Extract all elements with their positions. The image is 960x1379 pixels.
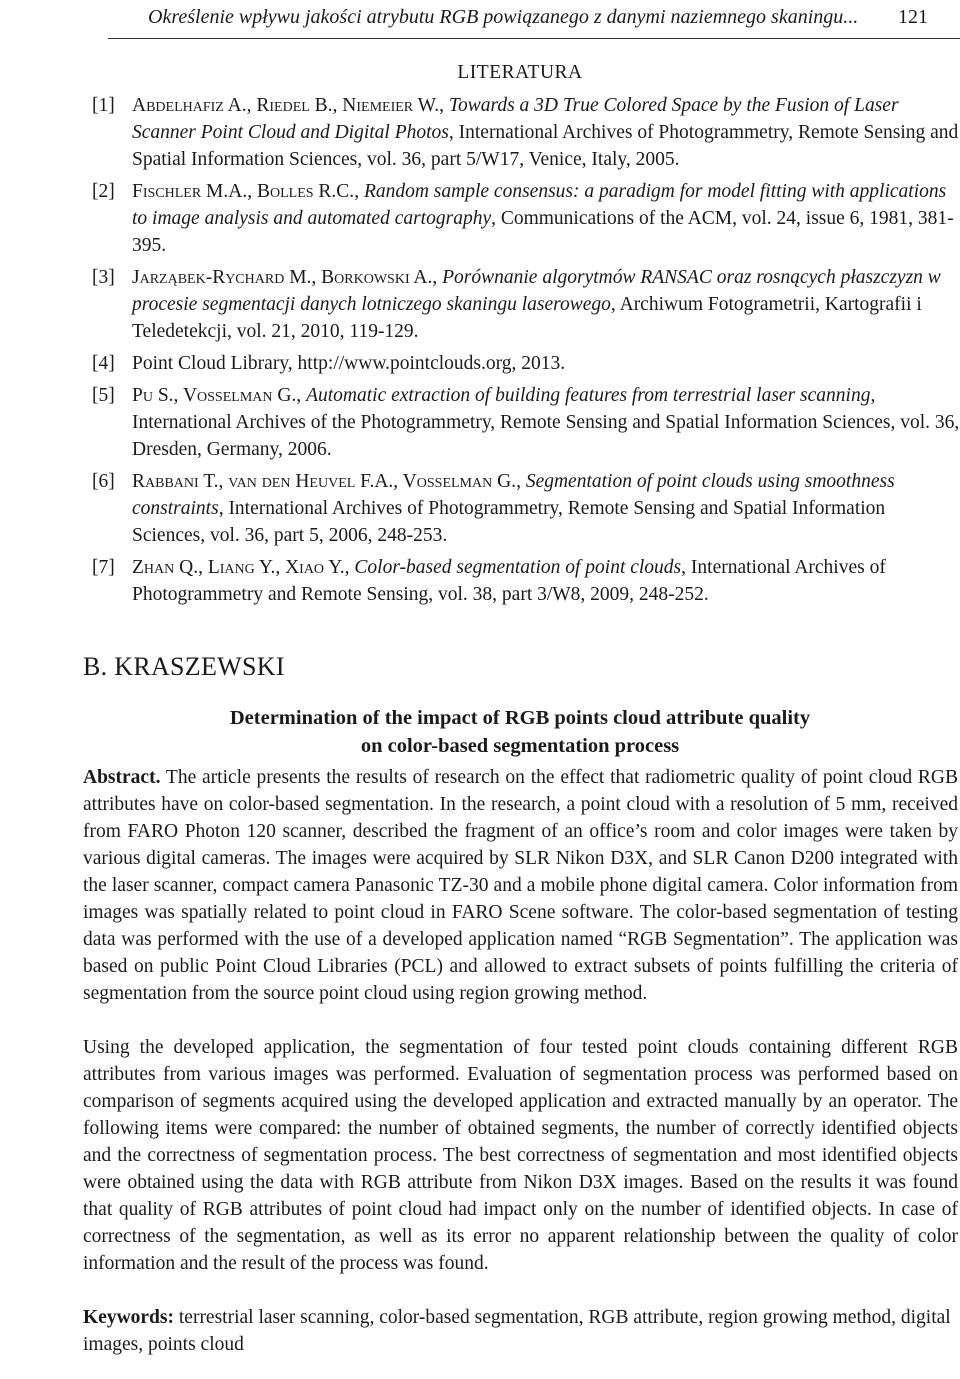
reference-number: [4] xyxy=(92,353,115,374)
reference-authors: Jarząbek-Rychard M., Borkowski A. xyxy=(132,267,433,288)
reference-authors: Zhan Q., Liang Y., Xiao Y. xyxy=(132,557,345,578)
reference-details: Point Cloud Library, http://www.pointclouds.org, 2013. xyxy=(132,353,566,374)
reference-item: [2] Fischler M.A., Bolles R.C., Random sample consensus: a paradigm for model fitting with applications to image analysis and automated cartography, Communications of the ACM, vol. 24, issue 6, 1981, 381-395. xyxy=(92,178,960,259)
reference-number: [5] xyxy=(92,385,115,406)
reference-details: International Archives of Photogrammetry and Remote Sensing, vol. 38, part 3/W8, 2009, 248-252. xyxy=(132,557,886,605)
article-author: B. KRASZEWSKI xyxy=(83,652,285,681)
reference-number: [3] xyxy=(92,267,115,288)
reference-details: Communications of the ACM, vol. 24, issue 6, 1981, 381-395. xyxy=(132,208,954,256)
reference-title: Porównanie algorytmów RANSAC oraz rosnących płaszczyzn w procesie segmentacji danych lotniczego skaningu laserowego xyxy=(132,267,941,315)
header-rule xyxy=(108,38,960,39)
abstract-paragraph-1 xyxy=(83,764,958,1007)
abstract-paragraph-2 xyxy=(83,1034,958,1277)
abstract-label: Abstract. xyxy=(83,767,161,788)
reference-authors: Pu S., Vosselman G. xyxy=(132,385,297,406)
article-title-line-2: on color-based segmentation process xyxy=(360,735,680,757)
keywords-paragraph xyxy=(83,1304,958,1358)
reference-details: International Archives of Photogrammetry, Remote Sensing and Spatial Information Sciences, vol. 36, part 5/W17, Venice, Italy, 2005. xyxy=(132,122,959,170)
keywords-text: terrestrial laser scanning, color-based segmentation, RGB attribute, region growing method, digital images, points cloud xyxy=(83,1307,951,1355)
literature-heading: LITERATURA xyxy=(457,62,583,83)
abstract-text-2: Using the developed application, the segmentation of four tested point clouds containing different RGB attributes from various images was performed. Evaluation of segmentation process was performed based on comparison of segments acquired using the developed application and extracted manually by an operator. The following items were compared: the number of obtained segments, the number of correctly identified objects and the correctness of segmentation process. The best correctness of segmentation and most identified objects were obtained using the data with RGB attribute from Nikon D3X images. Based on the results it was found that quality of RGB attributes of point cloud had impact only on the number of identified objects. In case of correctness of the segmentation, as well as its error no apparent relationship between the quality of color information and the result of the process was found. xyxy=(83,1037,958,1274)
reference-item xyxy=(92,350,960,377)
article-title xyxy=(0,704,960,760)
running-head-title: Określenie wpływu jakości atrybutu RGB powiązanego z danymi naziemnego skaningu... xyxy=(148,6,859,28)
reference-item: [3] Jarząbek-Rychard M., Borkowski A., Porównanie algorytmów RANSAC oraz rosnących płaszczyzn w procesie segmentacji danych lotniczego skaningu laserowego, Archiwum Fotogrametrii, Kartografii i Teledetekcji, vol. 21, 2010, 119-129. xyxy=(92,264,960,345)
running-head xyxy=(148,4,928,30)
reference-title: Segmentation of point clouds using smoothness constraints xyxy=(132,471,895,519)
reference-item: [6] Rabbani T., van den Heuvel F.A., Vosselman G., Segmentation of point clouds using smoothness constraints, International Archives of Photogrammetry, Remote Sensing and Spatial Information Sciences, vol. 36, part 5, 2006, 248-253. xyxy=(92,468,960,549)
reference-title: Automatic extraction of building features from terrestrial laser scanning xyxy=(306,385,871,406)
reference-item: [5] Pu S., Vosselman G., Automatic extraction of building features from terrestrial laser scanning, International Archives of the Photogrammetry, Remote Sensing and Spatial Information Sciences, vol. 36, Dresden, Germany, 2006. xyxy=(92,382,960,463)
reference-authors: Abdelhafiz A., Riedel B., Niemeier W. xyxy=(132,95,440,116)
reference-title: Random sample consensus: a paradigm for model fitting with applications to image analysis and automated cartography xyxy=(132,181,947,229)
abstract-text-1: The article presents the results of research on the effect that radiometric quality of point cloud RGB attributes have on color-based segmentation. In the research, a point cloud with a resolution of 5 mm, received from FARO Photon 120 scanner, described the fragment of an office’s room and color images were taken by various digital cameras. The images were acquired by SLR Nikon D3X, and SLR Canon D200 integrated with the laser scanner, compact camera Panasonic TZ-30 and a mobile phone digital camera. Color information from images was spatially related to point cloud in FARO Scene software. The color-based segmentation of testing data was performed with the use of a developed application named “RGB Segmentation”. The application was based on public Point Cloud Libraries (PCL) and allowed to extract subsets of points fulfilling the criteria of segmentation from the source point cloud using region growing method. xyxy=(83,767,958,1004)
reference-title: Color-based segmentation of point clouds xyxy=(354,557,682,578)
reference-details: International Archives of the Photogrammetry, Remote Sensing and Spatial Information Sciences, vol. 36, Dresden, Germany, 2006. xyxy=(132,412,960,460)
reference-title: Towards a 3D True Colored Space by the Fusion of Laser Scanner Point Cloud and Digital Photos xyxy=(132,95,899,143)
reference-item: [1] Abdelhafiz A., Riedel B., Niemeier W., Towards a 3D True Colored Space by the Fusion of Laser Scanner Point Cloud and Digital Photos, International Archives of Photogrammetry, Remote Sensing and Spatial Information Sciences, vol. 36, part 5/W17, Venice, Italy, 2005. xyxy=(92,92,960,173)
reference-details: Archiwum Fotogrametrii, Kartografii i Teledetekcji, vol. 21, 2010, 119-129. xyxy=(132,294,922,342)
reference-item: [7] Zhan Q., Liang Y., Xiao Y., Color-based segmentation of point clouds, International Archives of Photogrammetry and Remote Sensing, vol. 38, part 3/W8, 2009, 248-252. xyxy=(92,554,960,608)
keywords-label: Keywords: xyxy=(83,1307,174,1328)
reference-list xyxy=(92,92,960,613)
page-number: 121 xyxy=(898,6,928,28)
reference-number: [7] xyxy=(92,557,115,578)
article-title-line-1: Determination of the impact of RGB points cloud attribute quality xyxy=(229,707,811,729)
reference-authors: Fischler M.A., Bolles R.C. xyxy=(132,181,355,202)
reference-number: [2] xyxy=(92,181,115,202)
reference-authors: Rabbani T., van den Heuvel F.A., Vosselman G. xyxy=(132,471,517,492)
reference-number: [1] xyxy=(92,95,115,116)
reference-number: [6] xyxy=(92,471,115,492)
reference-details: International Archives of Photogrammetry, Remote Sensing and Spatial Information Sciences, vol. 36, part 5, 2006, 248-253. xyxy=(132,498,886,546)
